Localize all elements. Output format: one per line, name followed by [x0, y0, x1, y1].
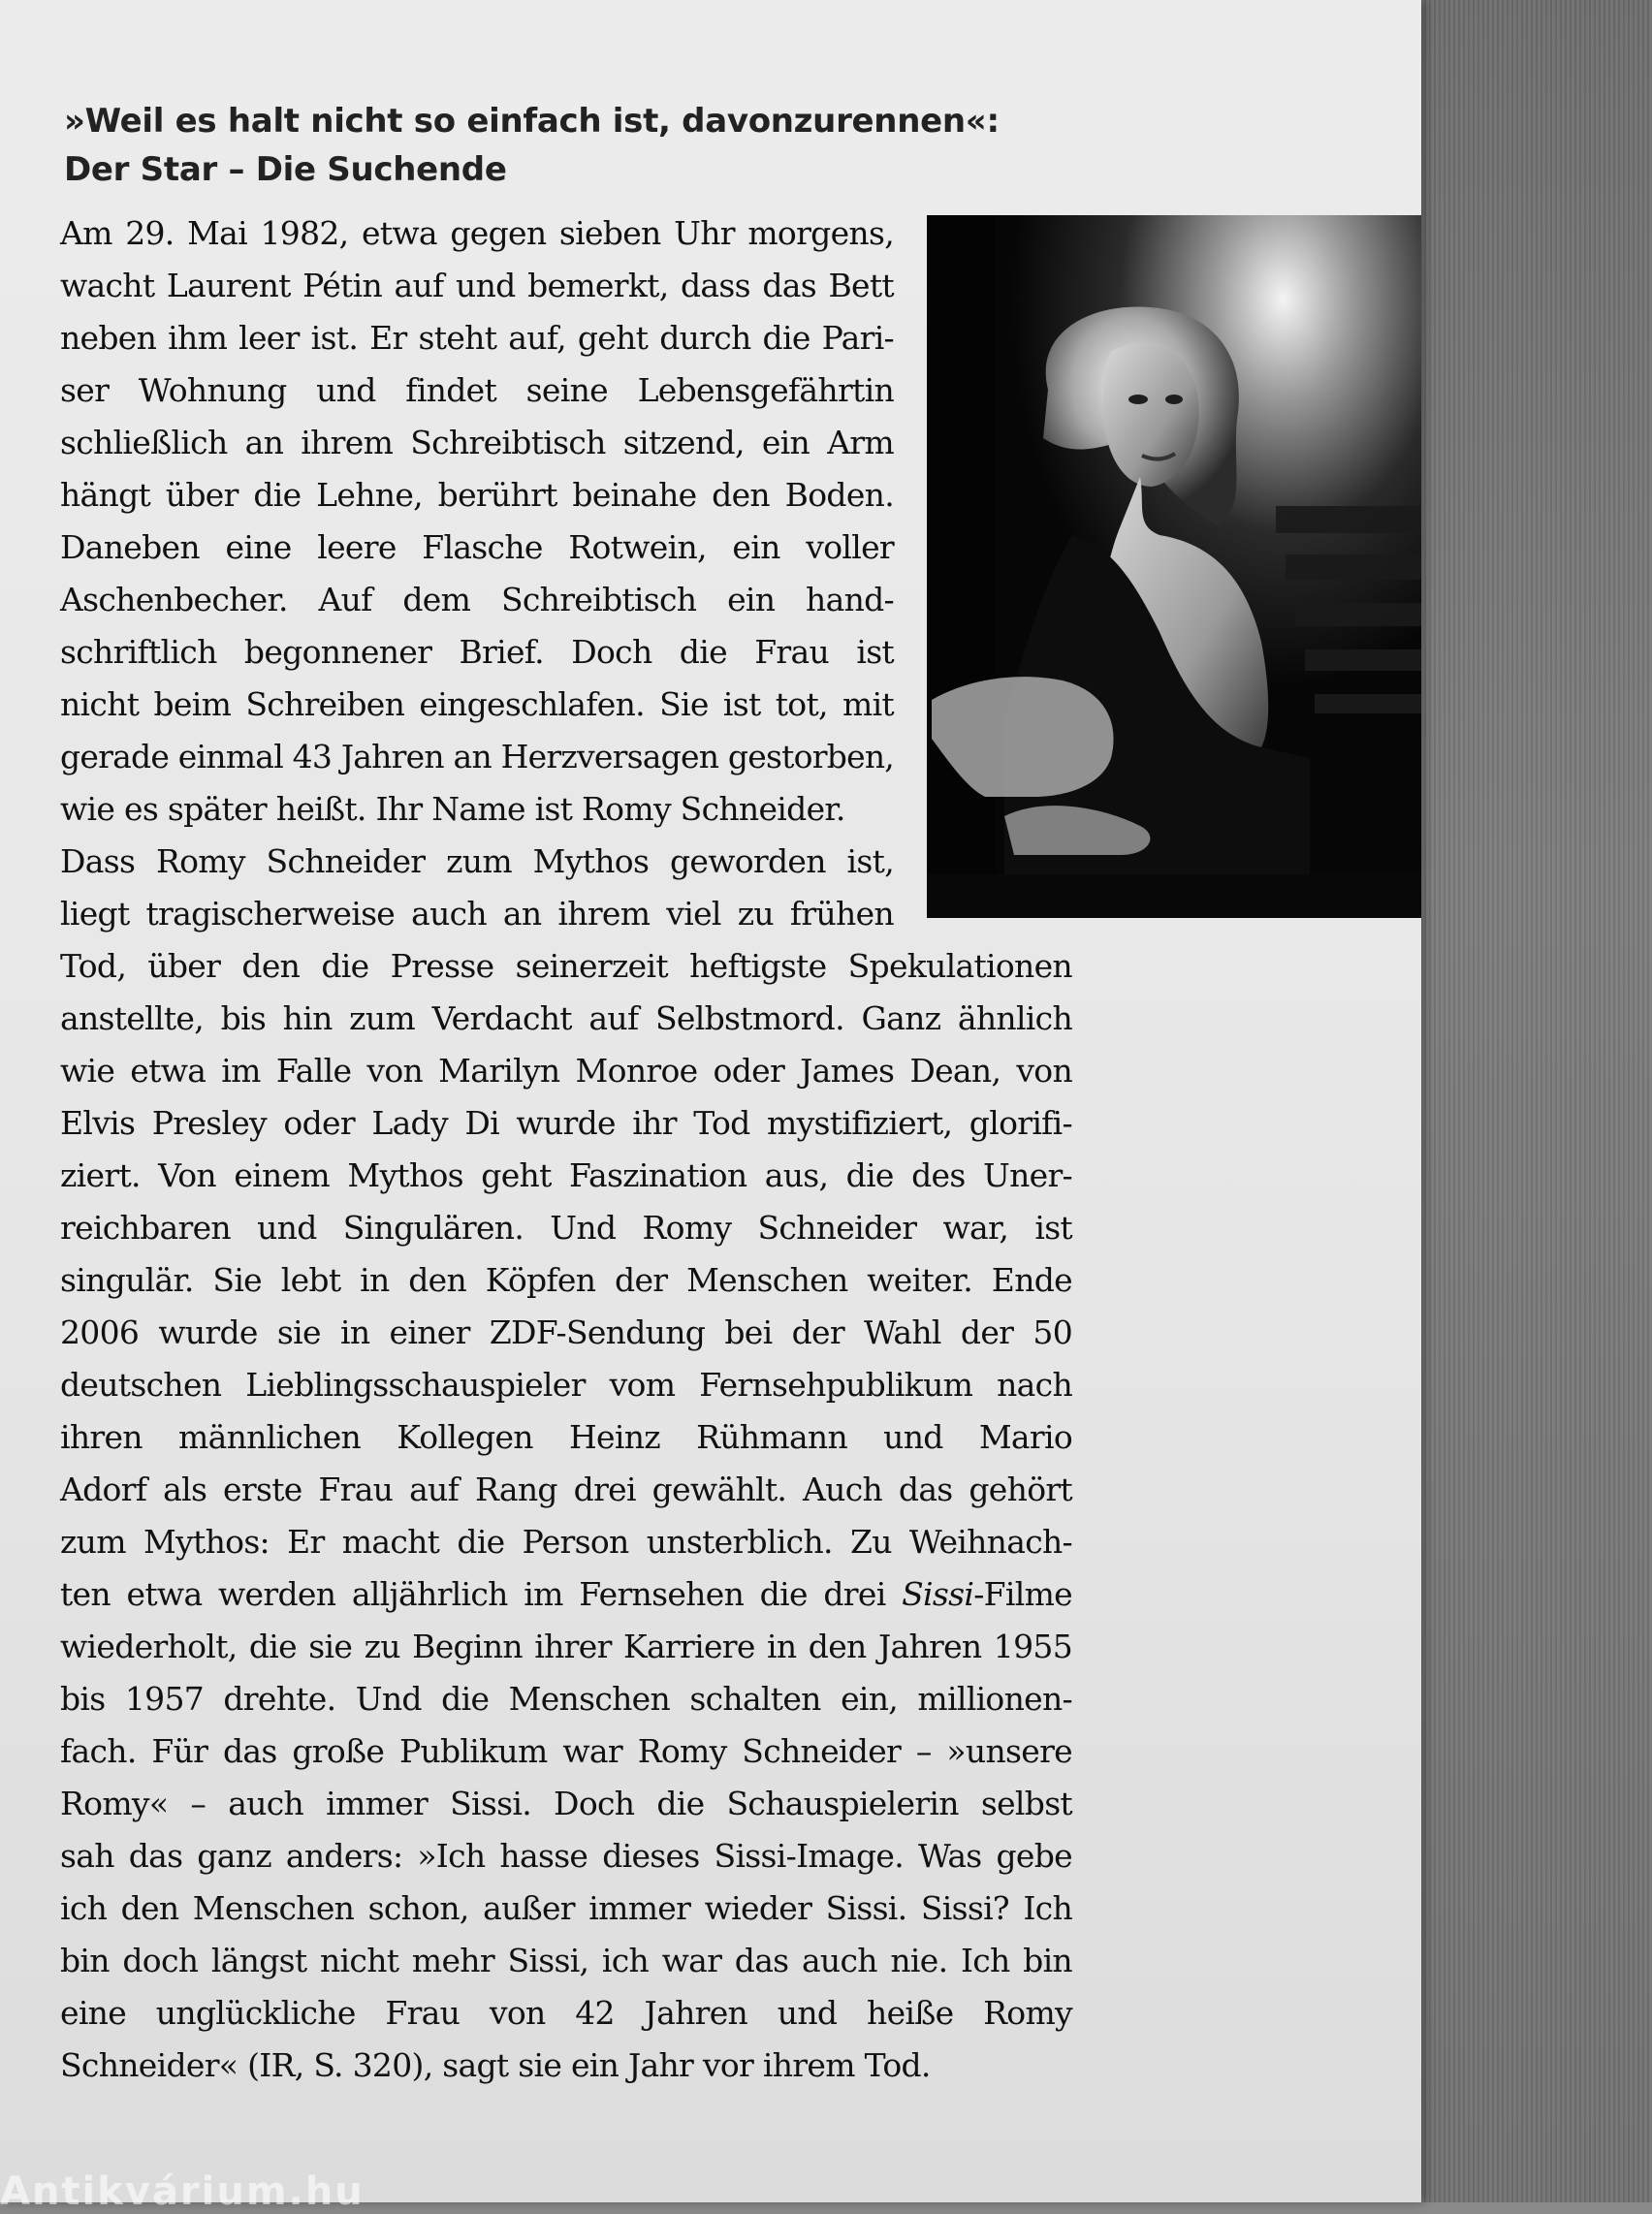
text-line: Adorf als erste Frau auf Rang drei gewählt. Auch das gehört: [60, 1471, 1072, 1508]
text-line: Dass Romy Schneider zum Mythos geworden ist,: [60, 842, 894, 880]
portrait-photo: [927, 215, 1421, 918]
text-line: eine unglückliche Frau von 42 Jahren und heiße Romy: [60, 1994, 1072, 2032]
text-line: neben ihm leer ist. Er steht auf, geht durch die Pari-: [60, 319, 894, 357]
text-line: nicht beim Schreiben eingeschlafen. Sie ist tot, mit: [60, 685, 894, 723]
background-surface: [1419, 0, 1652, 2202]
text-line-with-italic: [60, 1568, 1072, 1621]
heading-line-2: Der Star – Die Suchende: [64, 150, 507, 189]
text-line: 2006 wurde sie in einer ZDF-Sendung bei der Wahl der 50: [60, 1313, 1072, 1351]
text-line: Romy« – auch immer Sissi. Doch die Schauspielerin selbst: [60, 1785, 1072, 1822]
text-line: Tod, über den die Presse seinerzeit heftigste Spekulationen: [60, 947, 1072, 985]
text-line: deutschen Lieblingsschauspieler vom Fernsehpublikum nach: [60, 1366, 1072, 1404]
text-line: ihren männlichen Kollegen Heinz Rühmann und Mario: [60, 1418, 1072, 1456]
watermark: Antikvárium.hu: [0, 2169, 365, 2214]
text-line: Daneben eine leere Flasche Rotwein, ein voller: [60, 528, 894, 566]
text-line: wie etwa im Falle von Marilyn Monroe oder James Dean, von: [60, 1052, 1072, 1090]
portrait-illustration: [927, 215, 1421, 918]
text-line: liegt tragischerweise auch an ihrem viel zu frühen: [60, 895, 894, 933]
text-line: Am 29. Mai 1982, etwa gegen sieben Uhr morgens,: [60, 214, 894, 252]
text-line: ich den Menschen schon, außer immer wieder Sissi. Sissi? Ich: [60, 1889, 1072, 1927]
heading-line-1: »Weil es halt nicht so einfach ist, davonzurennen«:: [64, 102, 1000, 141]
text-line: fach. Für das große Publikum war Romy Schneider – »unsere: [60, 1732, 1072, 1770]
text-line: Aschenbecher. Auf dem Schreibtisch ein hand-: [60, 581, 894, 618]
text-line: hängt über die Lehne, berührt beinahe den Boden.: [60, 476, 894, 514]
text-line: Schneider« (IR, S. 320), sagt sie ein Jahr vor ihrem Tod.: [60, 2046, 931, 2084]
text-line: singulär. Sie lebt in den Köpfen der Menschen weiter. Ende: [60, 1261, 1072, 1299]
text-line: ziert. Von einem Mythos geht Faszination aus, die des Uner-: [60, 1156, 1072, 1194]
text-line: ser Wohnung und findet seine Lebensgefährtin: [60, 371, 894, 409]
text-line: wacht Laurent Pétin auf und bemerkt, dass das Bett: [60, 267, 894, 304]
text-line: wiederholt, die sie zu Beginn ihrer Karriere in den Jahren 1955: [60, 1628, 1072, 1665]
text-line: zum Mythos: Er macht die Person unsterblich. Zu Weihnach-: [60, 1523, 1072, 1561]
text-segment: -Filme: [973, 1575, 1072, 1613]
text-line: bin doch längst nicht mehr Sissi, ich war das auch nie. Ich bin: [60, 1942, 1072, 1979]
italic-title: Sissi: [902, 1575, 974, 1613]
text-line: schließlich an ihrem Schreibtisch sitzend, ein Arm: [60, 424, 894, 461]
text-line: anstellte, bis hin zum Verdacht auf Selbstmord. Ganz ähnlich: [60, 999, 1072, 1037]
chapter-heading: [64, 97, 1082, 194]
text-line: wie es später heißt. Ihr Name ist Romy Schneider.: [60, 790, 845, 828]
text-line: schriftlich begonnener Brief. Doch die Frau ist: [60, 633, 894, 671]
text-line: reichbaren und Singulären. Und Romy Schneider war, ist: [60, 1209, 1072, 1247]
text-line: gerade einmal 43 Jahren an Herzversagen gestorben,: [60, 738, 895, 775]
text-segment: ten etwa werden alljährlich im Fernsehen die drei: [60, 1575, 903, 1613]
text-line: bis 1957 drehte. Und die Menschen schalten ein, millionen-: [60, 1680, 1072, 1718]
text-line: Elvis Presley oder Lady Di wurde ihr Tod mystifiziert, glorifi-: [60, 1104, 1072, 1142]
text-line: sah das ganz anders: »Ich hasse dieses Sissi-Image. Was gebe: [60, 1837, 1072, 1875]
